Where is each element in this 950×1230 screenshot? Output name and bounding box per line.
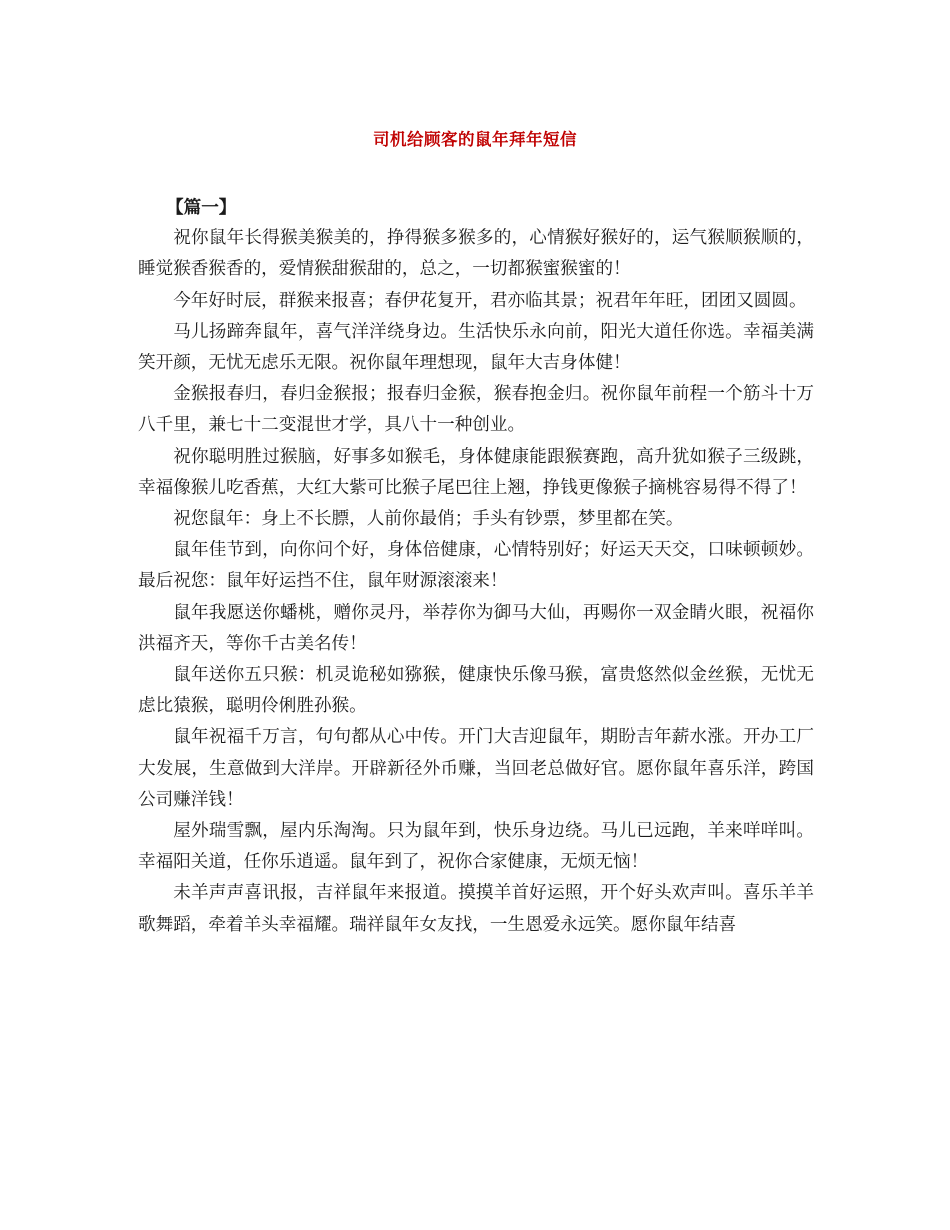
paragraph-10: 鼠年祝福千万言，句句都从心中传。开门大吉迎鼠年，期盼吉年薪水涨。开办工厂大发展，生意做到大洋岸。开辟新径外币赚，当回老总做好官。愿你鼠年喜乐洋，跨国公司赚洋钱！ [138,727,814,810]
paragraph-3: 马儿扬蹄奔鼠年，喜气洋洋绕身边。生活快乐永向前，阳光大道任你选。幸福美满笑开颜，无忧无虑乐无限。祝你鼠年理想现，鼠年大吉身体健！ [138,321,814,374]
paragraph-5: 祝你聪明胜过猴脑，好事多如猴毛，身体健康能跟猴赛跑，高升犹如猴子三级跳，幸福像猴儿吃香蕉，大红大紫可比猴子尾巴往上翘，挣钱更像猴子摘桃容易得不得了！ [138,446,814,498]
paragraph-1: 祝你鼠年长得猴美猴美的，挣得猴多猴多的，心情猴好猴好的，运气猴顺猴顺的，睡觉猴香猴香的，爱情猴甜猴甜的，总之，一切都猴蜜猴蜜的！ [138,228,814,280]
paragraph-2: 今年好时辰，群猴来报喜；春伊花复开，君亦临其景；祝君年年旺，团团又圆圆。 [173,290,807,311]
paragraph-4: 金猴报春归，春归金猴报；报春归金猴，猴春抱金归。祝你鼠年前程一个筋斗十万八千里，兼七十二变混世才学，具八十一种创业。 [138,384,814,436]
paragraph-6: 祝您鼠年：身上不长膘，人前你最俏；手头有钞票，梦里都在笑。 [173,509,684,530]
paragraph-7: 鼠年佳节到，向你问个好，身体倍健康，心情特别好；好运天天交，口味顿顿妙。最后祝您：鼠年好运挡不住，鼠年财源滚滚来！ [138,540,814,592]
paragraph-11: 屋外瑞雪飘，屋内乐淘淘。只为鼠年到，快乐身边绕。马儿已远跑，羊来咩咩叫。幸福阳关道，任你乐逍遥。鼠年到了，祝你合家健康，无烦无恼！ [138,821,814,873]
paragraph-9: 鼠年送你五只猴：机灵诡秘如猕猴，健康快乐像马猴，富贵悠然似金丝猴，无忧无虑比猿猴，聪明伶俐胜孙猴。 [138,665,814,717]
paragraph-12: 未羊声声喜讯报，吉祥鼠年来报道。摸摸羊首好运照，开个好头欢声叫。喜乐羊羊歌舞蹈，牵着羊头幸福耀。瑞祥鼠年女友找，一生恩爱永远笑。愿你鼠年结喜 [138,883,814,935]
section-heading: 【篇一】 [166,197,237,218]
document-title: 司机给顾客的鼠年拜年短信 [373,130,577,149]
document-body [138,192,814,941]
paragraph-8: 鼠年我愿送你蟠桃，赠你灵丹，举荐你为御马大仙，再赐你一双金睛火眼，祝福你洪福齐天，等你千古美名传！ [138,602,814,654]
